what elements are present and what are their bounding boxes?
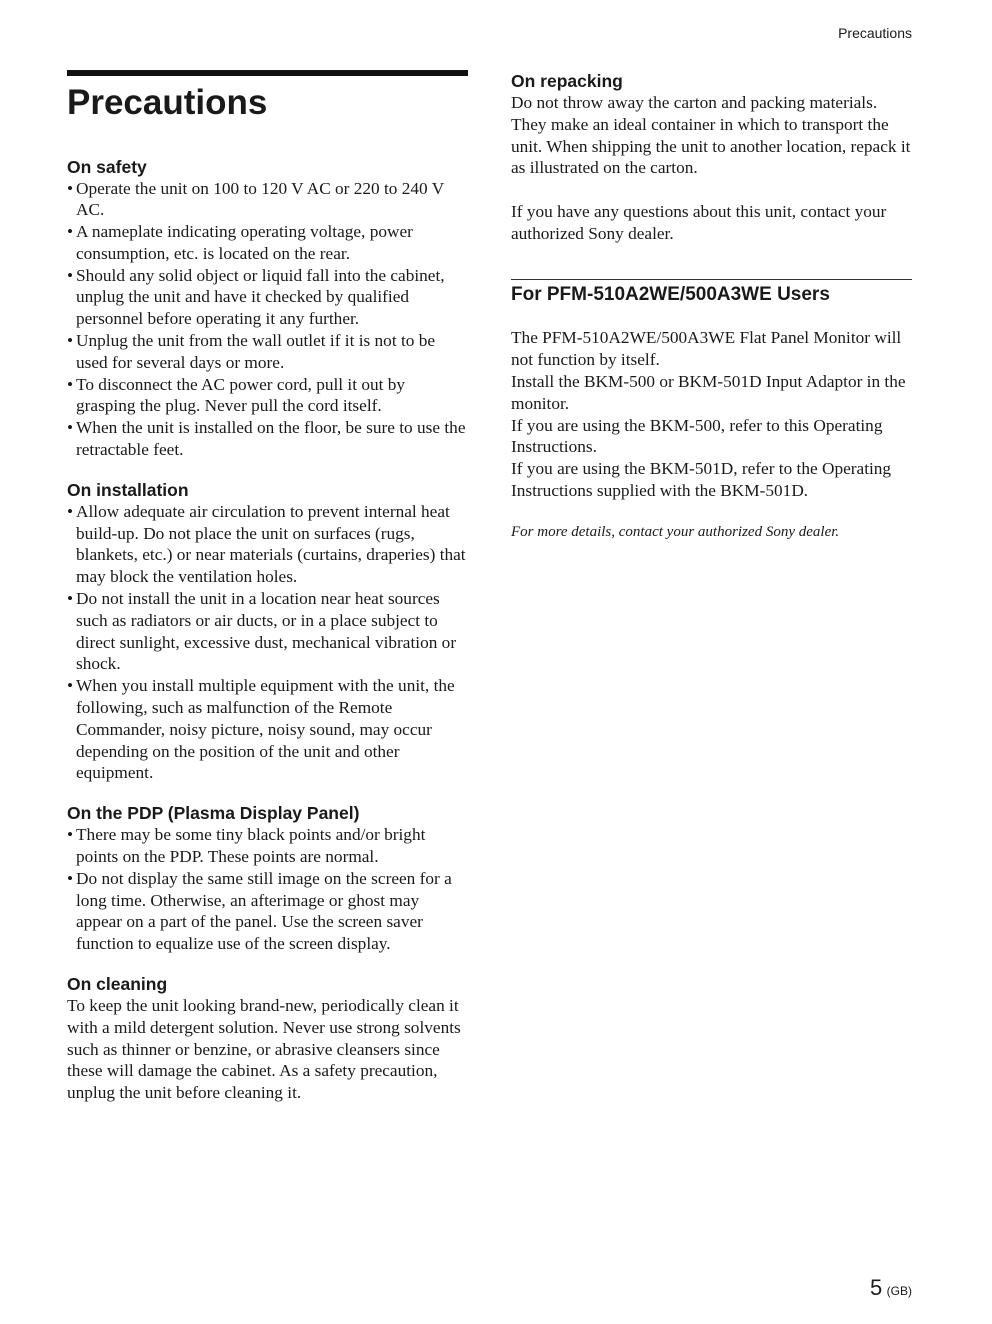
section-heading: On cleaning: [67, 974, 168, 994]
paragraph: If you are using the BKM-501D, refer to the Operating Instructions supplied with the BKM-501D.: [511, 459, 892, 500]
paragraph: Do not throw away the carton and packing materials. They make an ideal container in which to transport the unit. When shipping the unit to another location, repack it as illustrated on the carton.: [511, 93, 911, 178]
page-number-suffix: (GB): [886, 1284, 912, 1298]
section-repacking: [511, 70, 912, 245]
list-item: • To disconnect the AC power cord, pull it out by grasping the plug. Never pull the cord itself.: [67, 374, 468, 418]
paragraph: To keep the unit looking brand-new, periodically clean it with a mild detergent solution. Never use strong solvents such as thinner or benzine, or abrasive cleansers since these will damage the cabinet. As a safety precaution, unplug the unit before cleaning it.: [67, 996, 461, 1103]
section-users: [511, 284, 912, 542]
page-title: Precautions: [67, 83, 268, 122]
section-cleaning: [67, 973, 468, 1104]
list-item: • Operate the unit on 100 to 120 V AC or 220 to 240 V AC.: [67, 178, 468, 222]
section-heading: On safety: [67, 156, 147, 177]
bullet-list: [67, 824, 468, 955]
bullet-list: [67, 178, 468, 461]
section-heading: On installation: [67, 479, 189, 500]
italic-note: For more details, contact your authorized Sony dealer.: [511, 523, 840, 540]
section-pdp: [67, 802, 468, 955]
paragraph: If you have any questions about this unit, contact your authorized Sony dealer.: [511, 201, 887, 243]
list-item: • When you install multiple equipment with the unit, the following, such as malfunction of the Remote Commander, noisy picture, noisy sound, may occur depending on the position of the unit and other equipment.: [67, 675, 468, 784]
section-heading: On the PDP (Plasma Display Panel): [67, 803, 360, 824]
list-item: • Should any solid object or liquid fall into the cabinet, unplug the unit and have it checked by qualified personnel before operating it any further.: [67, 265, 468, 330]
list-item: • Do not display the same still image on the screen for a long time. Otherwise, an afterimage or ghost may appear on a part of the panel. Use the screen saver function to equalize use of the screen display.: [67, 868, 468, 955]
paragraph: Install the BKM-500 or BKM-501D Input Adaptor in the monitor.: [511, 371, 906, 413]
list-item: • Unplug the unit from the wall outlet if it is not to be used for several days or more.: [67, 330, 468, 374]
running-header: Precautions: [838, 25, 912, 41]
list-item: • Do not install the unit in a location near heat sources such as radiators or air ducts, or in a place subject to direct sunlight, excessive dust, mechanical vibration or shock.: [67, 588, 468, 675]
list-item: • There may be some tiny black points and/or bright points on the PDP. These points are normal.: [67, 824, 468, 868]
list-item: • A nameplate indicating operating voltage, power consumption, etc. is located on the rear.: [67, 221, 468, 265]
left-column: [67, 70, 468, 1104]
section-heading: On repacking: [511, 71, 623, 91]
title-rule: [67, 70, 468, 76]
page-number: [870, 1275, 912, 1301]
paragraph: If you are using the BKM-500, refer to this Operating Instructions.: [511, 415, 883, 457]
bullet-list: [67, 501, 468, 784]
right-column: [511, 70, 912, 542]
list-item: • When the unit is installed on the floor, be sure to use the retractable feet.: [67, 417, 468, 461]
section-safety: [67, 156, 468, 461]
page-number-value: 5: [869, 1275, 883, 1300]
section-installation: [67, 479, 468, 784]
paragraph: The PFM-510A2WE/500A3WE Flat Panel Monitor will not function by itself.: [511, 328, 902, 370]
section-divider: [511, 279, 912, 280]
section-heading: For PFM-510A2WE/500A3WE Users: [511, 283, 830, 305]
list-item: • Allow adequate air circulation to prevent internal heat build-up. Do not place the unit on surfaces (rugs, blankets, etc.) or near materials (curtains, draperies) that may block the ventilation holes.: [67, 501, 468, 588]
